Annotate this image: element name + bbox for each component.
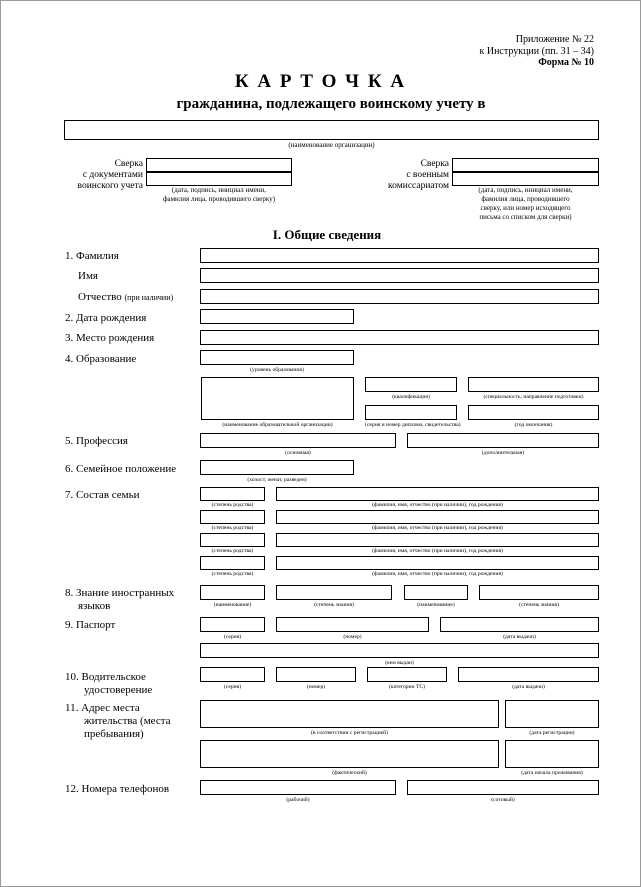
family-member-field-1[interactable]	[276, 487, 599, 501]
passport-number-caption: (номер)	[343, 634, 362, 640]
language-name-field-2[interactable]	[404, 585, 468, 600]
stay-date-field[interactable]	[505, 740, 599, 768]
family-relation-caption-4: (степень родства)	[211, 571, 254, 577]
diploma-caption: (серия и номер диплома, свидетельства)	[365, 422, 461, 428]
passport-number-field[interactable]	[276, 617, 429, 632]
sverka-left-field-1[interactable]	[146, 158, 292, 172]
section-title: I. Общие сведения	[272, 227, 382, 242]
family-member-caption-2: (фамилия, имя, отчество (при наличии), год рождения)	[372, 525, 503, 531]
sverka-left-caption-1: (дата, подпись, инициал имени,	[171, 186, 267, 194]
profession-label: 5. Профессия	[65, 435, 128, 447]
name-field[interactable]	[200, 268, 599, 283]
sverka-right-caption	[452, 186, 599, 222]
license-line2: удостоверение	[84, 684, 153, 696]
reg-date-field[interactable]	[505, 700, 599, 728]
license-category-caption: (категории ТС)	[389, 684, 425, 690]
family-member-field-3[interactable]	[276, 533, 599, 547]
profession-main-caption: (основная)	[285, 450, 311, 456]
sverka-left-caption-2: фамилия лица, проводившего сверку)	[162, 195, 276, 203]
profession-main-field[interactable]	[200, 433, 396, 448]
phone-work-caption: (рабочий)	[286, 797, 310, 803]
surname-label: 1. Фамилия	[65, 250, 119, 262]
language-name-caption-1: (наименование)	[213, 602, 252, 608]
card-subtitle: гражданина, подлежащего воинскому учету в	[176, 96, 486, 112]
grad-year-caption: (год окончания)	[514, 422, 553, 428]
specialty-field[interactable]	[468, 377, 599, 392]
license-date-field[interactable]	[458, 667, 599, 682]
sverka-right-caption-2: фамилия лица, проводившего	[481, 195, 570, 203]
sverka-right-caption-3: сверку, или номер исходящего	[480, 204, 571, 212]
sverka-left-line1: Сверка	[114, 159, 143, 169]
sverka-left-field-2[interactable]	[146, 172, 292, 186]
sverka-right-line3: комиссариатом	[388, 181, 449, 191]
phones-label: 12. Номера телефонов	[65, 783, 170, 795]
qualification-caption: (квалификация)	[392, 394, 430, 400]
language-level-caption-1: (степень знания)	[314, 602, 354, 608]
family-relation-caption-1: (степень родства)	[211, 502, 254, 508]
address-actual-field[interactable]	[200, 740, 499, 768]
education-level-field[interactable]	[200, 350, 354, 365]
appendix-number: Приложение № 22	[515, 34, 594, 45]
language-level-field-1[interactable]	[276, 585, 392, 600]
family-relation-caption-2: (степень родства)	[211, 525, 254, 531]
education-org-field[interactable]	[201, 377, 354, 420]
family-member-field-4[interactable]	[276, 556, 599, 570]
license-category-field[interactable]	[367, 667, 447, 682]
organization-field[interactable]	[64, 120, 599, 140]
family-relation-field-2[interactable]	[200, 510, 265, 524]
sverka-left-label	[61, 159, 143, 192]
phone-mobile-caption: (сотовый)	[491, 797, 515, 803]
passport-series-caption: (серия)	[223, 634, 242, 640]
phone-work-field[interactable]	[200, 780, 396, 795]
patronymic-label	[78, 291, 173, 304]
address-label	[65, 702, 171, 741]
patronymic-note: (при наличии)	[124, 293, 174, 302]
passport-date-caption: (дата выдачи)	[503, 634, 536, 640]
profession-extra-field[interactable]	[407, 433, 599, 448]
address-line2: жительства (места	[84, 715, 171, 727]
form-number: Форма № 10	[538, 57, 594, 68]
profession-extra-caption: (дополнительная)	[481, 450, 525, 456]
marital-label: 6. Семейное положение	[65, 463, 177, 475]
languages-line2: языков	[78, 600, 111, 612]
marital-caption: (холост, женат, разведен)	[247, 477, 307, 483]
language-name-field-1[interactable]	[200, 585, 265, 600]
sverka-right-line2: с военным	[406, 170, 449, 180]
address-actual-caption: (фактический)	[332, 770, 367, 776]
passport-date-field[interactable]	[440, 617, 599, 632]
sverka-right-caption-4: письма со списком для сверки)	[479, 213, 572, 221]
languages-line1: 8. Знание иностранных	[65, 587, 175, 599]
sverka-left-caption	[146, 186, 292, 204]
family-relation-field-3[interactable]	[200, 533, 265, 547]
language-level-caption-2: (степень знания)	[519, 602, 559, 608]
patronymic-field[interactable]	[200, 289, 599, 304]
address-reg-caption: (в соответствии с регистрацией)	[311, 730, 388, 736]
birth-place-label: 3. Место рождения	[65, 332, 155, 344]
sverka-right-field-2[interactable]	[452, 172, 599, 186]
license-number-caption: (номер)	[306, 684, 326, 690]
family-relation-field-4[interactable]	[200, 556, 265, 570]
family-member-field-2[interactable]	[276, 510, 599, 524]
passport-issuer-caption: (кем выдан)	[385, 660, 414, 666]
surname-field[interactable]	[200, 248, 599, 263]
birth-place-field[interactable]	[200, 330, 599, 345]
name-label: Имя	[78, 270, 98, 282]
sverka-left-line3: воинского учета	[77, 181, 143, 191]
specialty-caption: (специальность, направление подготовки)	[483, 394, 584, 400]
license-number-field[interactable]	[276, 667, 356, 682]
stay-date-caption: (дата начала проживания)	[521, 770, 583, 776]
sverka-right-caption-1: (дата, подпись, инициал имени,	[478, 186, 573, 194]
address-line3: пребывания)	[84, 728, 144, 740]
grad-year-field[interactable]	[468, 405, 599, 420]
address-reg-field[interactable]	[200, 700, 499, 728]
family-relation-caption-3: (степень родства)	[211, 548, 254, 554]
license-series-field[interactable]	[200, 667, 265, 682]
education-org-caption: (наименование образовательной организации)	[222, 422, 333, 428]
language-level-field-2[interactable]	[479, 585, 599, 600]
education-label: 4. Образование	[65, 353, 137, 365]
instruction-ref: к Инструкции (пп. 31 – 34)	[479, 46, 594, 57]
language-name-caption-2: (наименование)	[417, 602, 455, 608]
sverka-right-line1: Сверка	[420, 159, 449, 169]
organization-caption: (наименование организации)	[288, 141, 375, 149]
license-label	[65, 671, 152, 697]
sverka-left-line2: с документами	[82, 170, 143, 180]
family-member-caption-4: (фамилия, имя, отчество (при наличии), год рождения)	[372, 571, 503, 577]
family-member-caption-1: (фамилия, имя, отчество (при наличии), год рождения)	[372, 502, 503, 508]
passport-label: 9. Паспорт	[65, 619, 116, 631]
sverka-right-field-1[interactable]	[452, 158, 599, 172]
license-line1: 10. Водительское	[65, 671, 146, 683]
marital-field[interactable]	[200, 460, 354, 475]
address-line1: 11. Адрес места	[65, 702, 140, 714]
family-relation-field-1[interactable]	[200, 487, 265, 501]
passport-series-field[interactable]	[200, 617, 265, 632]
reg-date-caption: (дата регистрации)	[529, 730, 575, 736]
phone-mobile-field[interactable]	[407, 780, 599, 795]
education-level-caption: (уровень образования)	[250, 367, 304, 373]
qualification-field[interactable]	[365, 377, 457, 392]
license-series-caption: (серия)	[223, 684, 242, 690]
birth-date-field[interactable]	[200, 309, 354, 324]
diploma-field[interactable]	[365, 405, 457, 420]
patronymic-text: Отчество	[78, 291, 122, 303]
languages-label	[65, 587, 174, 613]
family-label: 7. Состав семьи	[65, 489, 140, 501]
family-member-caption-3: (фамилия, имя, отчество (при наличии), год рождения)	[372, 548, 503, 554]
card-title: К А Р Т О Ч К А	[234, 71, 407, 92]
license-date-caption: (дата выдачи)	[512, 684, 545, 690]
passport-issuer-field[interactable]	[200, 643, 599, 658]
sverka-right-label	[373, 159, 449, 192]
birth-date-label: 2. Дата рождения	[65, 312, 147, 324]
